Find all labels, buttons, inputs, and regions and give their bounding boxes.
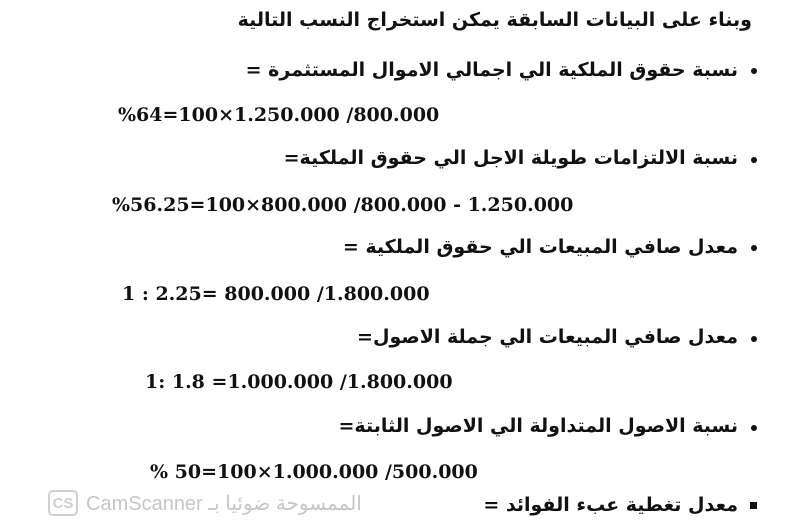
ratio-formula-5: % 50=100×1.000.000 /500.000 xyxy=(150,461,478,483)
ratio-label-2: نسبة الالتزامات طويلة الاجل الي حقوق الملكية= xyxy=(283,147,738,169)
ratio-label-3: معدل صافي المبيعات الي حقوق الملكية = xyxy=(342,236,738,258)
bullet-2 xyxy=(751,157,757,163)
bullet-3 xyxy=(751,245,757,251)
bullet-6 xyxy=(750,502,757,509)
ratio-label-6: معدل تغطية عبء الفوائد = xyxy=(483,494,738,516)
watermark-text: الممسوحة ضوئيا بـ CamScanner xyxy=(86,492,362,515)
ratio-formula-1: %64=100×1.250.000 /800.000 xyxy=(118,104,440,126)
ratio-label-4: معدل صافي المبيعات الي جملة الاصول= xyxy=(357,326,738,348)
intro-text: وبناء على البيانات السابقة يمكن استخراج النسب التالية xyxy=(237,9,752,31)
bullet-4 xyxy=(751,336,757,342)
camscanner-watermark xyxy=(48,487,362,519)
ratio-formula-4: 1: 1.8 =1.000.000 /1.800.000 xyxy=(145,371,453,393)
bullet-5 xyxy=(751,425,757,431)
ratio-label-1: نسبة حقوق الملكية الي اجمالي الاموال المستثمرة = xyxy=(245,59,738,81)
ratio-formula-2: %56.25=100×800.000 /800.000 - 1.250.000 xyxy=(112,194,574,216)
camscanner-logo-icon: CS xyxy=(48,490,78,516)
ratio-formula-3: 1 : 2.25= 800.000 /1.800.000 xyxy=(122,283,430,305)
bullet-1 xyxy=(751,68,757,74)
ratio-label-5: نسبة الاصول المتداولة الي الاصول الثابتة= xyxy=(338,415,738,437)
